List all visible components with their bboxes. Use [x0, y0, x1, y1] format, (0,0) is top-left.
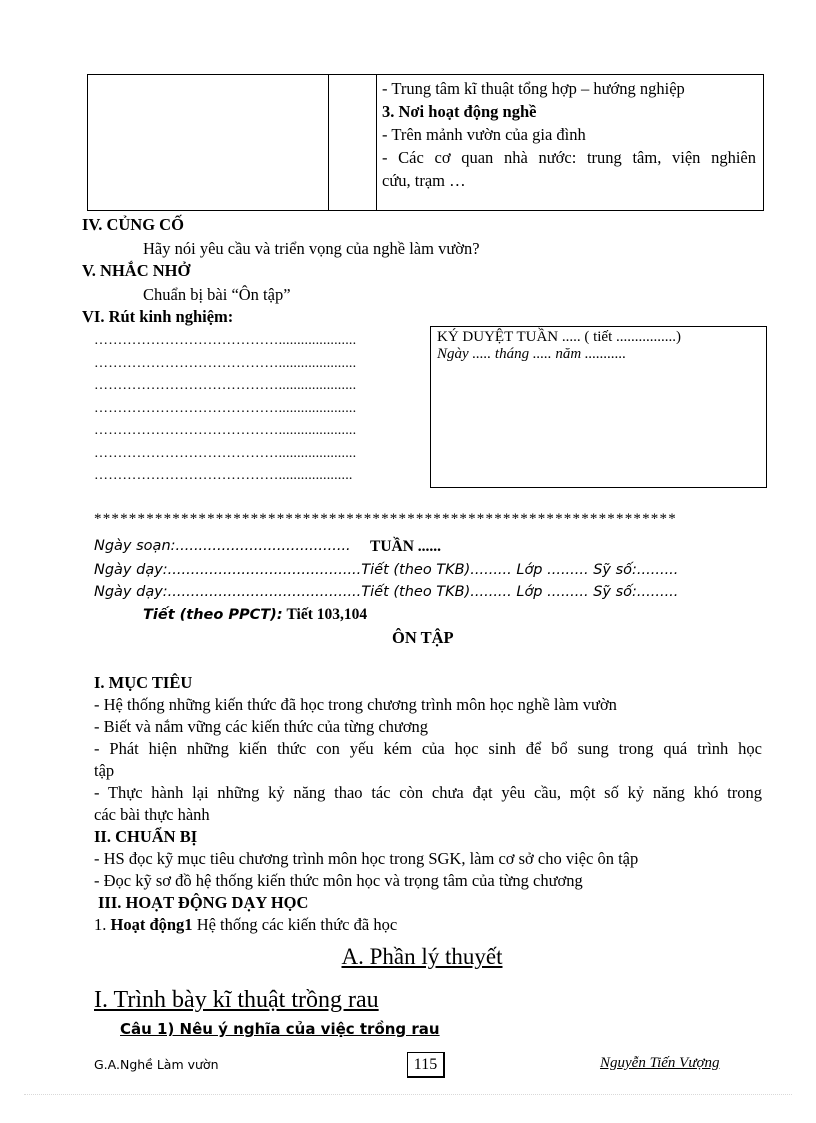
- separator: *******************************************************************: [94, 511, 677, 527]
- approval-title: KÝ DUYỆT TUẦN ..... ( tiết ................): [437, 329, 682, 345]
- approval-date: Ngày ..... tháng ..... năm ...........: [437, 346, 627, 362]
- activity-text: Hệ thống các kiến thức đã học: [192, 915, 398, 934]
- dot-line: …………………………………....................: [94, 468, 353, 483]
- table-line: cứu, trạm …: [382, 171, 466, 190]
- table-line: - Trung tâm kĩ thuật tổng hợp – hướng nghiệp: [382, 79, 685, 98]
- activity-line: [94, 914, 762, 936]
- table-cell-content: [382, 77, 756, 192]
- ppct-label: Tiết (theo PPCT):: [143, 607, 283, 623]
- ppct-line: [143, 606, 367, 624]
- preparation-item: - Đọc kỹ sơ đồ hệ thống kiến thức môn học và trọng tâm của từng chương: [94, 871, 583, 890]
- preparation-heading: II. CHUẨN BỊ: [94, 827, 198, 846]
- question-1: Câu 1) Nêu ý nghĩa của việc trồng rau: [120, 1020, 440, 1038]
- dot-line: ………………………………….....................: [94, 378, 357, 393]
- page-edge: [24, 1094, 792, 1095]
- table-line: - Các cơ quan nhà nước: trung tâm, viện nghiên: [382, 148, 756, 167]
- objective-item: - Thực hành lại những kỷ năng thao tác còn chưa đạt yêu cầu, một số kỷ năng khó trong: [94, 783, 762, 802]
- teaching-date: Ngày dạy:..........................................Tiết (theo TKB)......... Lớp ......... Sỹ số:.........: [94, 562, 679, 578]
- preparation-item: - HS đọc kỹ mục tiêu chương trình môn học trong SGK, làm cơ sở cho việc ôn tập: [94, 849, 639, 868]
- dot-line: ………………………………….....................: [94, 355, 357, 371]
- section-text: Chuẩn bị bài “Ôn tập”: [143, 285, 291, 304]
- table-divider: [376, 75, 377, 210]
- section-heading: VI. Rút kinh nghiệm:: [82, 307, 234, 326]
- dot-line: ………………………………….....................: [94, 333, 357, 348]
- objective-item: - Biết và nắm vững các kiến thức của từng chương: [94, 717, 429, 736]
- table-line: - Trên mảnh vườn của gia đình: [382, 125, 586, 144]
- dot-lines: [94, 330, 414, 488]
- objectives: [94, 672, 762, 936]
- dot-line: ………………………………….....................: [94, 423, 357, 438]
- date-prepared-dots: ......................................: [175, 538, 351, 554]
- approval-box: [430, 326, 767, 488]
- objective-item: - Phát hiện những kiến thức con yếu kém của học sinh để bổ sung trong quá trình học: [94, 739, 762, 758]
- activities-heading: III. HOẠT ĐỘNG DẠY HỌC: [98, 893, 309, 912]
- footer-left: G.A.Nghề Làm vườn: [94, 1057, 219, 1072]
- objective-item: tập: [94, 761, 115, 780]
- date-prepared-label: Ngày soạn:: [94, 538, 176, 554]
- activity-prefix: 1.: [94, 915, 111, 934]
- section-heading: IV. CỦNG CỐ: [82, 215, 184, 234]
- teaching-date: Ngày dạy:..........................................Tiết (theo TKB)......... Lớp ......... Sỹ số:.........: [94, 584, 679, 600]
- section-text: Hãy nói yêu cầu và triển vọng của nghề làm vườn?: [143, 239, 480, 258]
- page-number: 115: [407, 1052, 445, 1078]
- week-label: TUẦN ......: [370, 538, 442, 555]
- lesson-title: ÔN TẬP: [392, 628, 454, 647]
- section-heading: V. NHẮC NHỞ: [82, 261, 191, 280]
- dot-line: ………………………………….....................: [94, 445, 357, 461]
- table-subheading: 3. Nơi hoạt động nghề: [382, 102, 537, 121]
- part-i-heading: I. Trình bày kĩ thuật trồng rau: [94, 987, 379, 1013]
- objective-item: - Hệ thống những kiến thức đã học trong chương trình môn học nghề làm vườn: [94, 695, 617, 714]
- objectives-heading: I. MỤC TIÊU: [94, 673, 193, 692]
- part-a-wrapper: [0, 944, 816, 970]
- dot-line: ………………………………….....................: [94, 400, 357, 416]
- part-a-heading: A. Phần lý thuyết: [341, 944, 503, 969]
- date-prepared: [94, 538, 351, 554]
- table-divider: [328, 75, 329, 210]
- ppct-value: Tiết 103,104: [286, 606, 368, 623]
- top-table: [87, 74, 764, 211]
- footer-author: Nguyễn Tiến Vượng: [600, 1055, 720, 1071]
- objective-item: các bài thực hành: [94, 805, 210, 824]
- activity-name: Hoạt động1: [110, 915, 193, 934]
